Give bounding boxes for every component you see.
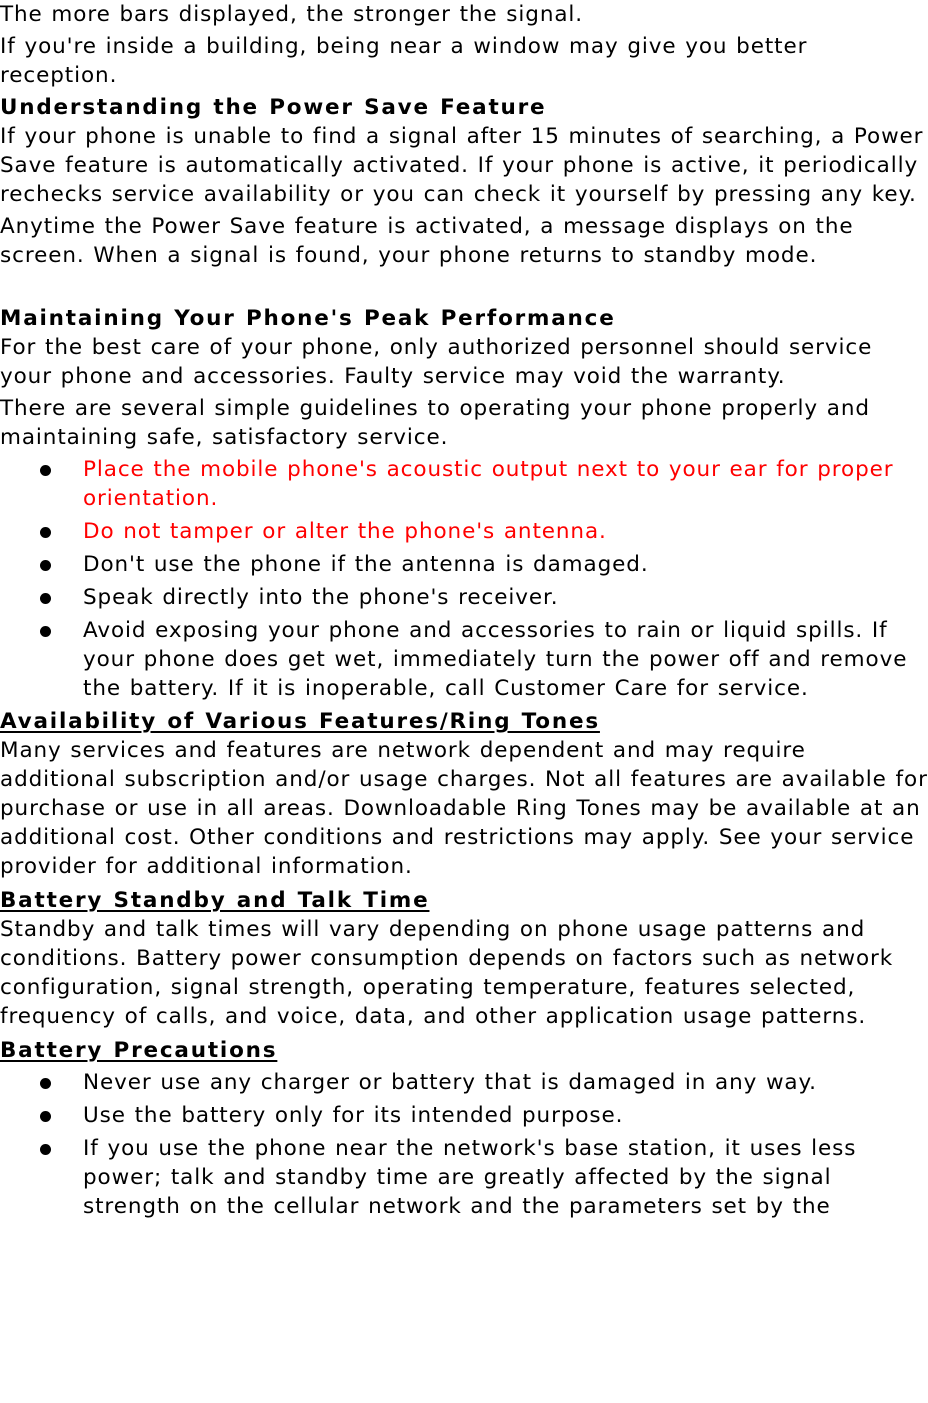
battery-time-paragraph: Standby and talk times will vary depending on phone usage patterns and conditions. Battery power consumption depends on factors such as network configuration, signal strength, operating temperature, features selected, frequency of calls, and voice, data, and other application usage patterns. bbox=[0, 917, 894, 1029]
bullet-icon bbox=[40, 527, 51, 538]
performance-guidelines-list bbox=[0, 455, 928, 703]
performance-paragraph-1: For the best care of your phone, only authorized personnel should service your phone and accessories. Faulty service may void the warranty. bbox=[0, 335, 873, 389]
list-item-text: If you use the phone near the network's base station, it uses less power; talk and standby time are greatly affected by the signal strength on the cellular network and the parameters set by the bbox=[83, 1136, 857, 1219]
battery-precautions-list bbox=[0, 1068, 928, 1221]
list-item bbox=[0, 1068, 928, 1097]
availability-heading: Availability of Various Features/Ring Tones bbox=[0, 709, 600, 734]
bullet-icon bbox=[40, 560, 51, 571]
power-save-paragraph-2: Anytime the Power Save feature is activated, a message displays on the screen. When a signal is found, your phone returns to standby mode. bbox=[0, 214, 854, 268]
bullet-icon bbox=[40, 1144, 51, 1155]
intro-signal-bars: The more bars displayed, the stronger the signal. bbox=[0, 2, 584, 27]
availability-paragraph: Many services and features are network dependent and may require additional subscription and/or usage charges. Not all features are available for purchase or use in all areas. Downloadable Ring Tones may be available at an additional cost. Other conditions and restrictions may apply. See your service provider for additional information. bbox=[0, 738, 928, 879]
power-save-heading: Understanding the Power Save Feature bbox=[0, 95, 547, 120]
list-item-text: Do not tamper or alter the phone's antenna. bbox=[83, 519, 607, 544]
list-item-text: Don't use the phone if the antenna is damaged. bbox=[83, 552, 649, 577]
list-item bbox=[0, 455, 928, 513]
list-item-text: Use the battery only for its intended purpose. bbox=[83, 1103, 624, 1128]
bullet-icon bbox=[40, 1078, 51, 1089]
bullet-icon bbox=[40, 465, 51, 476]
performance-paragraph-2: There are several simple guidelines to operating your phone properly and maintaining safe, satisfactory service. bbox=[0, 396, 870, 450]
list-item-text: Speak directly into the phone's receiver. bbox=[83, 585, 559, 610]
list-item bbox=[0, 583, 928, 612]
list-item bbox=[0, 1101, 928, 1130]
list-item bbox=[0, 517, 928, 546]
list-item bbox=[0, 616, 928, 703]
list-item-text: Never use any charger or battery that is damaged in any way. bbox=[83, 1070, 817, 1095]
list-item bbox=[0, 550, 928, 579]
power-save-paragraph-1: If your phone is unable to find a signal after 15 minutes of searching, a Power Save feature is automatically activated. If your phone is active, it periodically rechecks service availability or you can check it yourself by pressing any key. bbox=[0, 124, 924, 207]
bullet-icon bbox=[40, 1111, 51, 1122]
battery-time-heading: Battery Standby and Talk Time bbox=[0, 888, 430, 913]
performance-heading: Maintaining Your Phone's Peak Performance bbox=[0, 306, 616, 331]
bullet-icon bbox=[40, 626, 51, 637]
list-item-text: Avoid exposing your phone and accessories to rain or liquid spills. If your phone does get wet, immediately turn the power off and remove the battery. If it is inoperable, call Customer Care for service. bbox=[83, 618, 908, 701]
battery-precautions-heading: Battery Precautions bbox=[0, 1038, 278, 1063]
bullet-icon bbox=[40, 593, 51, 604]
list-item bbox=[0, 1134, 928, 1221]
list-item-text: Place the mobile phone's acoustic output next to your ear for proper orientation. bbox=[83, 457, 894, 511]
intro-window-reception: If you're inside a building, being near a window may give you better reception. bbox=[0, 34, 808, 88]
